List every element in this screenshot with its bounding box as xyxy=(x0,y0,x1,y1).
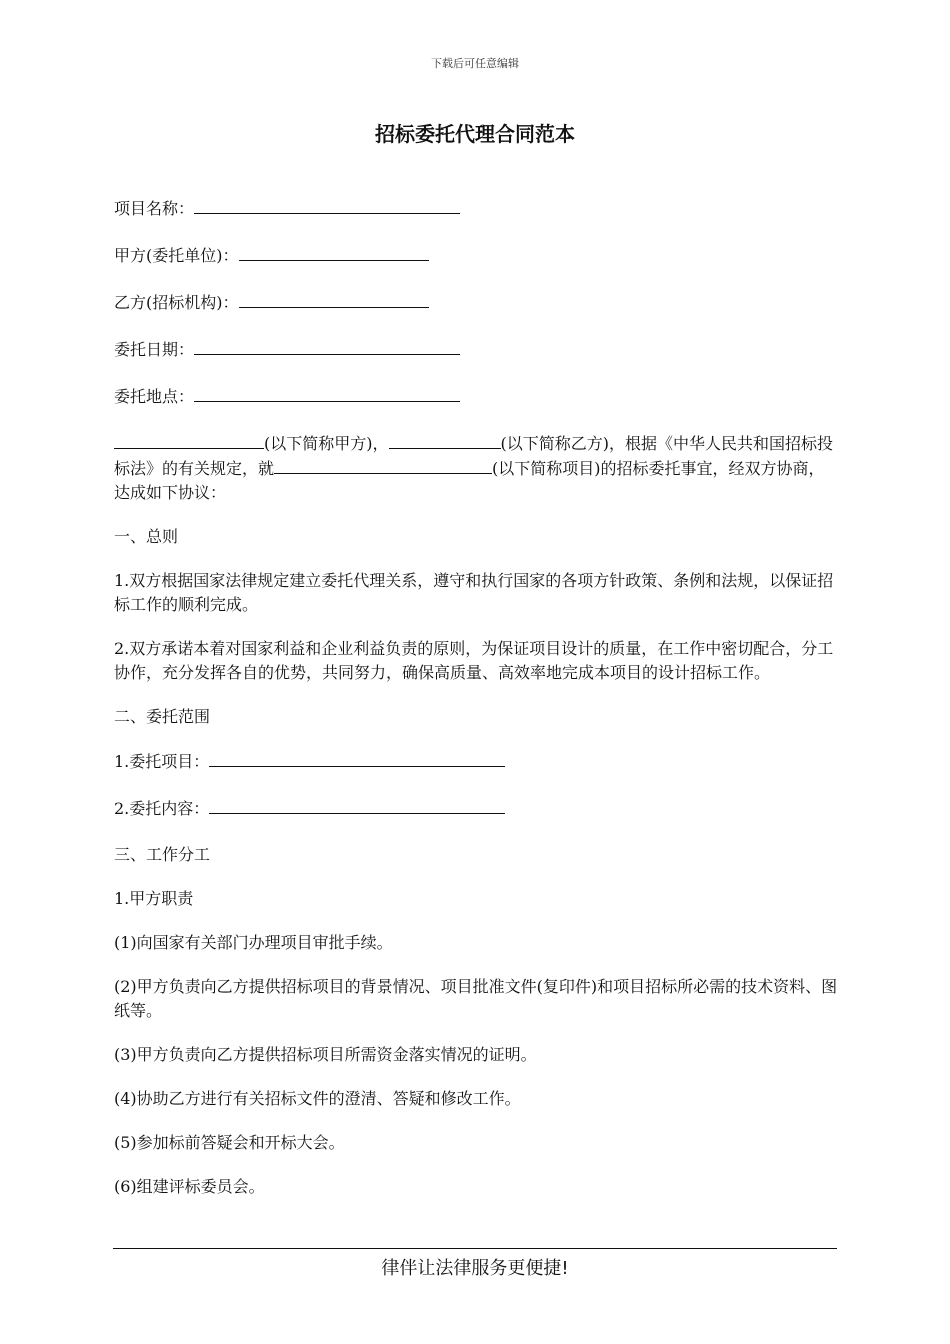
field-date xyxy=(114,337,838,362)
footer-divider xyxy=(113,1248,837,1249)
intro-text-3: (以下简称项目)的招标委托事宜，经双方协商，达成如下协议： xyxy=(114,459,825,502)
field-label: 甲方(委托单位)： xyxy=(114,246,239,265)
list-item: (5)参加标前答疑会和开标大会。 xyxy=(114,1133,345,1152)
blank-line[interactable] xyxy=(114,431,264,449)
blank-line[interactable] xyxy=(194,337,460,355)
subheading: 1.甲方职责 xyxy=(114,889,194,908)
paragraph: 2.双方承诺本着对国家利益和企业利益负责的原则，为保证项目设计的质量，在工作中密切配合，分工协作，充分发挥各自的优势，共同努力，确保高质量、高效率地完成本项目的设计招标工作。 xyxy=(114,639,834,682)
list-item: (3)甲方负责向乙方提供招标项目所需资金落实情况的证明。 xyxy=(114,1045,537,1064)
footer-slogan: 律伴让法律服务更便捷! xyxy=(381,1258,569,1279)
blank-line[interactable] xyxy=(239,243,429,261)
field-party-b xyxy=(114,290,838,315)
blank-line[interactable] xyxy=(389,431,501,449)
list-item: (6)组建评标委员会。 xyxy=(114,1177,265,1196)
section-heading: 三、工作分工 xyxy=(114,845,211,864)
blank-line[interactable] xyxy=(209,796,505,814)
list-item: (4)协助乙方进行有关招标文件的澄清、答疑和修改工作。 xyxy=(114,1089,521,1108)
scope-item xyxy=(114,796,838,821)
intro-paragraph xyxy=(114,431,838,505)
section-heading: 二、委托范围 xyxy=(114,707,211,726)
field-project-name xyxy=(114,196,838,221)
field-party-a xyxy=(114,243,838,268)
field-label: 2.委托内容： xyxy=(114,799,210,818)
field-label: 委托地点： xyxy=(114,387,195,406)
scope-item xyxy=(114,749,838,774)
list-item: (1)向国家有关部门办理项目审批手续。 xyxy=(114,933,393,952)
download-note: 下载后可任意编辑 xyxy=(431,57,519,70)
blank-line[interactable] xyxy=(239,290,429,308)
field-label: 1.委托项目： xyxy=(114,752,210,771)
intro-text-1: (以下简称甲方)， xyxy=(264,434,389,453)
field-label: 项目名称： xyxy=(114,199,195,218)
intro-text-2: (以下简称乙方)，根据《中华人民共和国招标投标法》的有关规定，就 xyxy=(114,434,833,478)
blank-line[interactable] xyxy=(194,196,460,214)
blank-line[interactable] xyxy=(274,456,492,474)
field-place xyxy=(114,384,838,409)
list-item: (2)甲方负责向乙方提供招标项目的背景情况、项目批准文件(复印件)和项目招标所必需的技术资料、图纸等。 xyxy=(114,977,838,1020)
field-label: 委托日期： xyxy=(114,340,195,359)
blank-line[interactable] xyxy=(209,749,505,767)
blank-line[interactable] xyxy=(194,384,460,402)
section-heading: 一、总则 xyxy=(114,527,179,546)
paragraph: 1.双方根据国家法律规定建立委托代理关系，遵守和执行国家的各项方针政策、条例和法规，以保证招标工作的顺利完成。 xyxy=(114,571,834,614)
document-body xyxy=(114,196,838,1219)
field-label: 乙方(招标机构)： xyxy=(114,293,239,312)
document-title: 招标委托代理合同范本 xyxy=(375,122,575,146)
